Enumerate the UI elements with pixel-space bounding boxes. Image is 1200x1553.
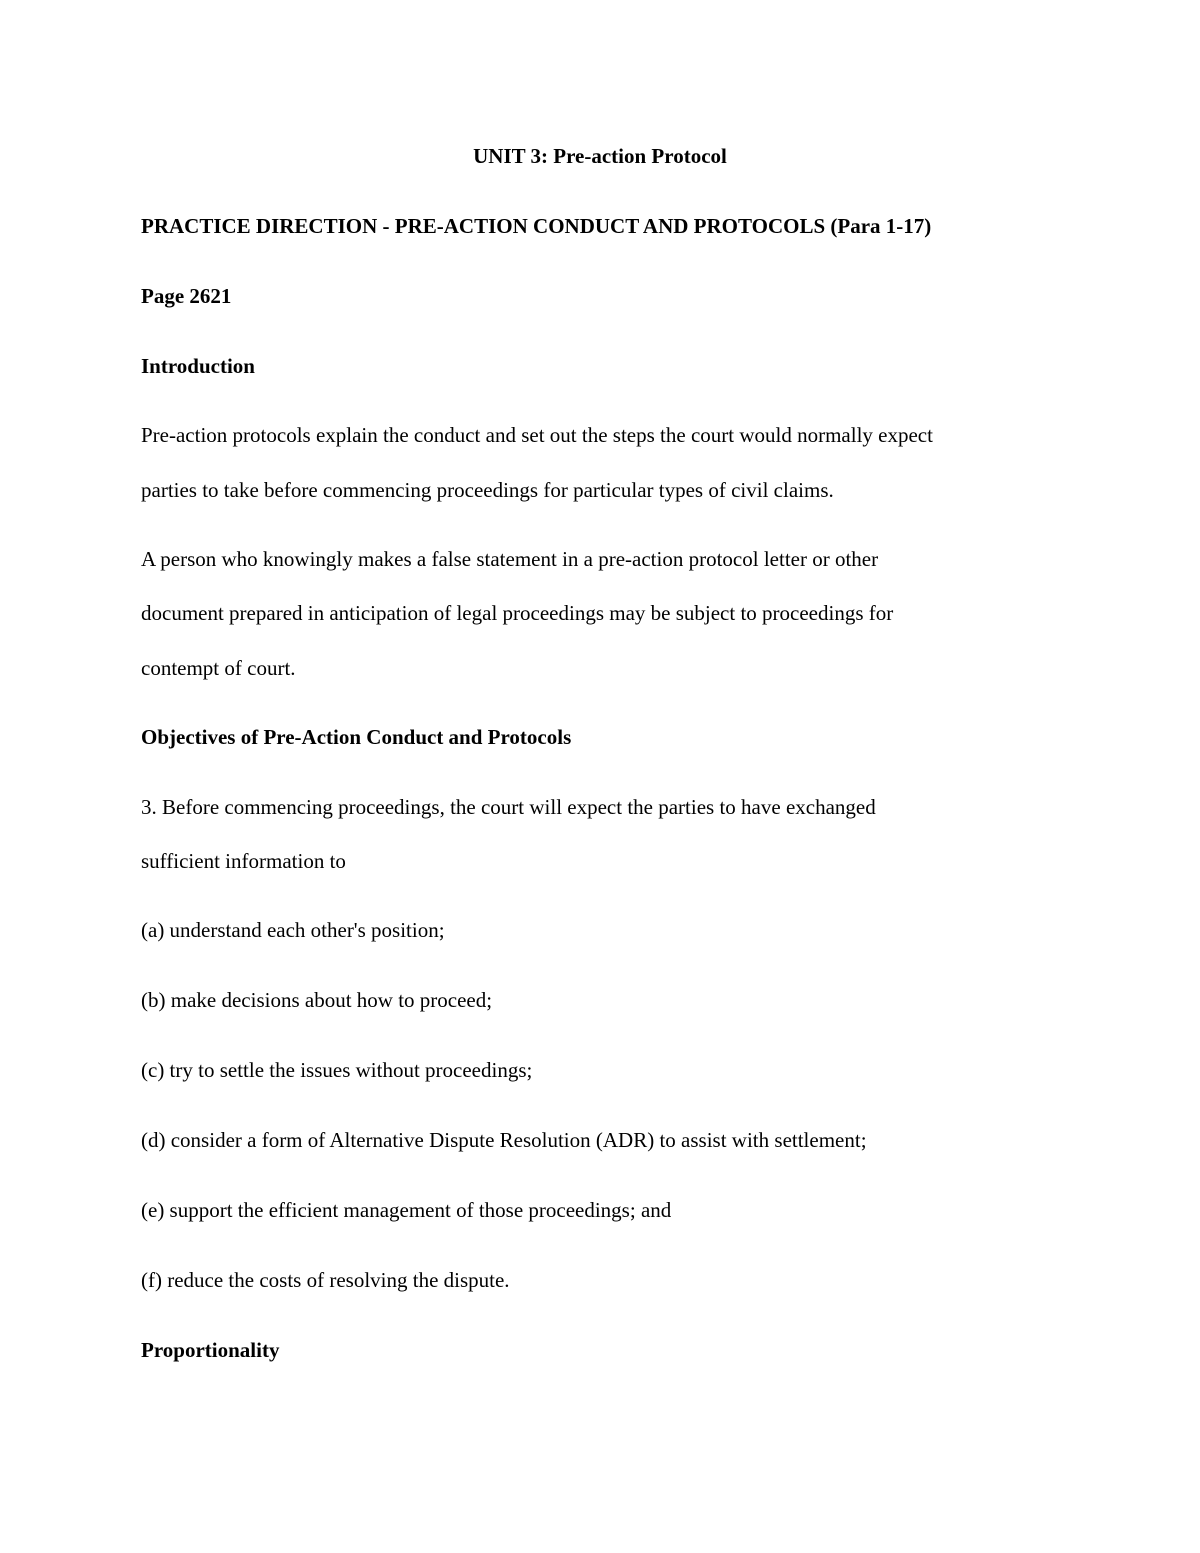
objective-item-e: (e) support the efficient management of those proceedings; and — [141, 1198, 672, 1222]
page-reference: Page 2621 — [141, 284, 232, 308]
introduction-heading: Introduction — [141, 354, 255, 378]
intro-paragraph-1-line: parties to take before commencing proceedings for particular types of civil claims. — [141, 478, 834, 502]
objectives-intro-line: 3. Before commencing proceedings, the court will expect the parties to have exchanged — [141, 795, 876, 819]
objective-item-a: (a) understand each other's position; — [141, 918, 445, 942]
objective-item-c: (c) try to settle the issues without proceedings; — [141, 1058, 533, 1082]
proportionality-heading: Proportionality — [141, 1338, 280, 1362]
intro-paragraph-2-line: A person who knowingly makes a false statement in a pre-action protocol letter or other — [141, 547, 879, 571]
objective-item-d: (d) consider a form of Alternative Dispute Resolution (ADR) to assist with settlement; — [141, 1128, 867, 1152]
objective-item-f: (f) reduce the costs of resolving the dispute. — [141, 1268, 510, 1292]
objectives-heading: Objectives of Pre-Action Conduct and Protocols — [141, 725, 572, 749]
objectives-intro-line: sufficient information to — [141, 849, 346, 873]
intro-paragraph-2-line: document prepared in anticipation of legal proceedings may be subject to proceedings for — [141, 601, 894, 625]
objective-item-b: (b) make decisions about how to proceed; — [141, 988, 493, 1012]
document-title: UNIT 3: Pre-action Protocol — [473, 144, 727, 168]
intro-paragraph-1-line: Pre-action protocols explain the conduct and set out the steps the court would normally expect — [141, 423, 933, 447]
intro-paragraph-2-line: contempt of court. — [141, 656, 296, 680]
practice-direction-heading: PRACTICE DIRECTION - PRE-ACTION CONDUCT AND PROTOCOLS (Para 1-17) — [141, 214, 932, 238]
